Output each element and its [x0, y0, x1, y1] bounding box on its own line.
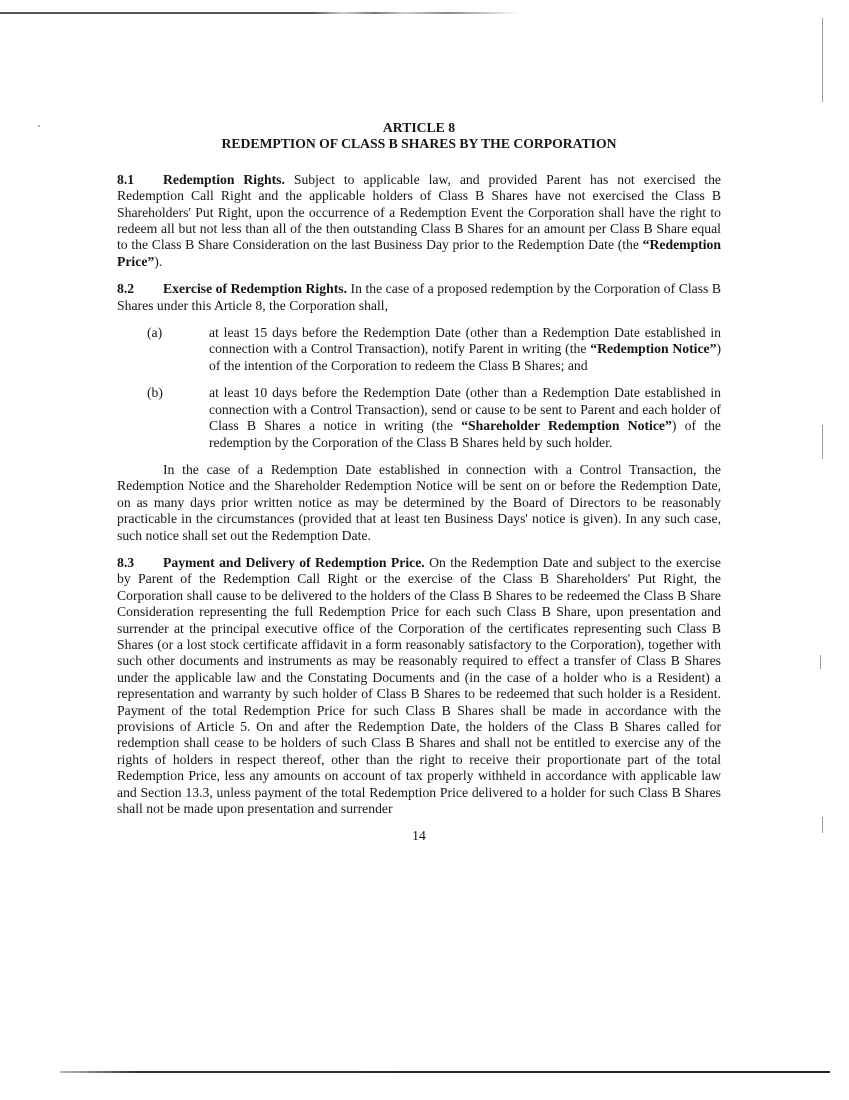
scan-edge-mark [822, 425, 823, 459]
article-title: REDEMPTION OF CLASS B SHARES BY THE CORPORATION [221, 136, 617, 152]
subsection-text: at least 15 days before the Redemption Date (other than a Redemption Date established in connection with a Control Transaction), notify Parent in writing (the [209, 325, 721, 357]
section-text: Subject to applicable law, and provided Parent has not exercised the Redemption Call Right and the applicable holders of Class B Shares have not exercised the Class B Shareholders' Put Right, upon the occurrence of a Redemption Event the Corporation shall have the right to redeem all but not less than all of the then outstanding Class B Shares for an amount per Class B Share equal to the Class B Share Consideration on the last Business Day prior to the Redemption Date (the [117, 171, 721, 253]
scan-edge-mark [822, 817, 823, 833]
defined-term: “Redemption Notice” [590, 341, 717, 357]
scan-speck [38, 125, 40, 127]
section-number: 8.2 [117, 281, 135, 297]
subsection-b [117, 385, 721, 451]
defined-term: “Redemption Price” [117, 237, 721, 269]
subsection-text: at least 10 days before the Redemption Date (other than a Redemption Date established in connection with a Control Transaction), send or cause to be sent to Parent and each holder of Class B Shares a notice in writing (the [209, 385, 721, 434]
section-8-2-closing: In the case of a Redemption Date established in connection with a Control Transaction, the Redemption Notice and the Shareholder Redemption Notice will be sent on or before the Redemption Date, on as many days prior written notice as may be determined by the Board of Directors to be reasonably practicable in the circumstances (provided that at least ten Business Days' notice is given). In any such case, such notice shall set out the Redemption Date. [117, 461, 721, 543]
page-number: 14 [412, 828, 426, 844]
scan-border-bottom [60, 1071, 830, 1073]
section-text: On the Redemption Date and subject to the exercise by Parent of the Redemption Call Right or the exercise of the Class B Shareholders' Put Right, the Corporation shall cause to be delivered to the holders of the Class B Shares to be redeemed the Class B Share Consideration representing the full Redemption Price for each such Class B Share, upon presentation and surrender at the principal executive office of the Corporation of the certificates representing such Class B Shares (or a lost stock certificate affidavit in a form reasonably satisfactory to the Corporation), together with such other documents and instruments as may be reasonably required to effect a transfer of Class B Shares under the applicable law and the Constating Documents and (in the case of a holder who is a Resident) a representation and warranty by such holder of Class B Shares to be redeemed that such holder is a Resident. Payment of the total Redemption Price for such Class B Shares shall be made in accordance with the provisions of Article 5. On and after the Redemption Date, the holders of the Class B Shares called for redemption shall cease to be holders of such Class B Shares and shall not be entitled to exercise any of the rights of holders in respect thereof, other than the right to receive their proportionate part of the total Redemption Price, less any amounts on account of tax properly withheld in accordance with applicable law and Section 13.3, unless payment of the total Redemption Price delivered to a holder for such Class B Shares shall not be made upon presentation and surrender [117, 554, 721, 817]
defined-term: “Shareholder Redemption Notice” [461, 418, 672, 434]
scan-border-top [0, 12, 520, 14]
section-8-2 [117, 281, 721, 314]
section-text-end: ). [154, 253, 163, 269]
scan-edge-mark [822, 18, 823, 102]
section-8-3 [117, 555, 721, 818]
subsection-a [117, 325, 721, 374]
section-number: 8.1 [117, 171, 135, 187]
scan-edge-mark [820, 655, 821, 669]
subsection-body [209, 325, 721, 374]
subsection-text-end: ) of the redemption by the Corporation of the Class B Shares held by such holder. [209, 418, 722, 450]
section-text: In the case of a proposed redemption by the Corporation of Class B Shares under this Article 8, the Corporation shall, [117, 281, 722, 313]
section-title: Exercise of Redemption Rights. [163, 281, 348, 297]
section-title: Redemption Rights. [163, 171, 285, 187]
subsection-label: (a) [147, 325, 163, 341]
article-number: ARTICLE 8 [382, 120, 456, 135]
subsection-text-end: ) of the intention of the Corporation to redeem the Class B Shares; and [209, 341, 721, 373]
subsection-body [209, 385, 721, 451]
section-number: 8.3 [117, 554, 135, 570]
document-body [117, 120, 721, 856]
subsection-label: (b) [147, 385, 163, 401]
section-8-1 [117, 172, 721, 270]
section-title: Payment and Delivery of Redemption Price. [163, 554, 425, 570]
